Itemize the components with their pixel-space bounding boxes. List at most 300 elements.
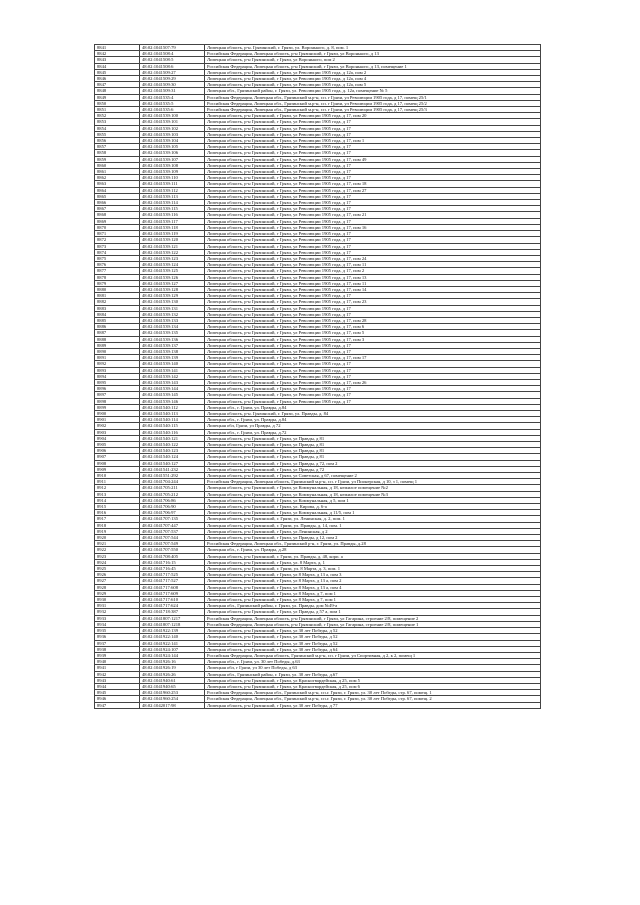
row-number-cell: 8873 [95, 243, 140, 249]
row-number-cell: 8868 [95, 212, 140, 218]
cadastral-number-cell: 48:02:1041551:292 [140, 473, 205, 479]
cadastral-number-cell: 48:02:1041707:549 [140, 541, 205, 547]
row-number-cell: 8895 [95, 379, 140, 385]
address-cell: Липецкая область, р-н Грязинский, г Грязи, ул Правды, д 81 [205, 442, 541, 448]
address-cell: Липецкая область, р-н Грязинский, г Грязи, ул Правды, д 12, пом 2 [205, 535, 541, 541]
cadastral-number-cell: 48:02:1041539:109 [140, 169, 205, 175]
address-cell: Липецкая область, р-н Грязинский, г Грязи, ул Революции 1905 года, д 17, пом 26 [205, 379, 541, 385]
row-number-cell: 8918 [95, 522, 140, 528]
row-number-cell: 8847 [95, 82, 140, 88]
row-number-cell: 8851 [95, 107, 140, 113]
cadastral-number-cell: 48:02:1041539:130 [140, 299, 205, 305]
address-cell: Липецкая область, р-н Грязинский, г Грязи, ул. 8 Марта, д. 1 [205, 559, 541, 565]
row-number-cell: 8890 [95, 348, 140, 354]
row-number-cell: 8881 [95, 293, 140, 299]
row-number-cell: 8886 [95, 324, 140, 330]
cadastral-number-cell: 48:02:1041707:544 [140, 535, 205, 541]
address-cell: Липецкая область, р-н Грязинский, г Грязи, ул Революции 1905 года, д 17 [205, 373, 541, 379]
cadastral-number-cell: 48:02:1041535:6 [140, 107, 205, 113]
cadastral-number-cell: 48:02:1041717:608 [140, 584, 205, 590]
row-number-cell: 8904 [95, 435, 140, 441]
cadastral-number-cell: 48:02:1041539:146 [140, 398, 205, 404]
row-number-cell: 8914 [95, 497, 140, 503]
row-number-cell: 8920 [95, 535, 140, 541]
cadastral-number-cell: 48:02:1041539:118 [140, 224, 205, 230]
cadastral-number-cell: 48:02:1041539:140 [140, 361, 205, 367]
cadastral-number-cell: 48:02:1041706:97 [140, 510, 205, 516]
row-number-cell: 8862 [95, 175, 140, 181]
address-cell: Липецкая область, р-н Грязинский, г Грязи, ул Революции 1905 года, д 17, пом 17 [205, 355, 541, 361]
address-cell: Липецкая обл., г. Грязи, ул. Правды, д.84 [205, 404, 541, 410]
address-cell: Липецкая область, р-н Грязинский, г Грязи, ул Коммунальная, д 5, пом 1 [205, 497, 541, 503]
row-number-cell: 8899 [95, 404, 140, 410]
row-number-cell: 8901 [95, 417, 140, 423]
row-number-cell: 8875 [95, 255, 140, 261]
row-number-cell: 8927 [95, 578, 140, 584]
row-number-cell: 8859 [95, 156, 140, 162]
cadastral-number-cell: 48:02:1041539:121 [140, 243, 205, 249]
table-row [95, 702, 541, 708]
row-number-cell: 8932 [95, 609, 140, 615]
cadastral-number-cell: 48:02:1041718:387 [140, 609, 205, 615]
cadastral-number-cell: 48:02:1041539:100 [140, 113, 205, 119]
address-cell: Российская Федерация, Липецкая область, р-н Грязинский, г Грязи, ул Гагарина, строение 2/8, помещение 2 [205, 615, 541, 621]
address-cell: Липецкая область, р-н Грязинский, г Грязи, ул Революции 1905 года, д 17 [205, 361, 541, 367]
row-number-cell: 8863 [95, 181, 140, 187]
row-number-cell: 8864 [95, 187, 140, 193]
row-number-cell: 8893 [95, 367, 140, 373]
row-number-cell: 8876 [95, 262, 140, 268]
cadastral-number-cell: 48:02:1041509:29 [140, 76, 205, 82]
address-cell: Липецкая область, р-н Грязинский, г Грязи, ул Революции 1905 года, д 17 [205, 200, 541, 206]
cadastral-number-cell: 48:02:1041539:133 [140, 317, 205, 323]
row-number-cell: 8923 [95, 553, 140, 559]
address-cell: Липецкая область, р-н Грязинский, г Грязи, ул Революции 1905 года, д 17 [205, 243, 541, 249]
cadastral-number-cell: 48:02:1041540:113 [140, 410, 205, 416]
cadastral-number-cell: 48:02:1041508:5 [140, 57, 205, 63]
address-cell: Липецкая область, р-н Грязинский, г Грязи, ул Революции 1905 года, д 17, пом 1 [205, 138, 541, 144]
cadastral-number-cell: 48:02:1041716:15 [140, 559, 205, 565]
cadastral-number-cell: 48:02:1041539:103 [140, 131, 205, 137]
row-number-cell: 8846 [95, 76, 140, 82]
address-cell: Липецкая область, р-н Грязинский, г Грязи, ул Революции 1905 года, д 17 [205, 367, 541, 373]
cadastral-number-cell: 48:02:1041706:90 [140, 504, 205, 510]
cadastral-number-cell: 48:02:1041807:1217 [140, 615, 205, 621]
cadastral-number-cell: 48:02:1041539:125 [140, 268, 205, 274]
row-number-cell: 8860 [95, 162, 140, 168]
row-number-cell: 8884 [95, 311, 140, 317]
address-cell: Липецкая обл., г. Грязи, ул. Правды, д.72 [205, 429, 541, 435]
address-cell: Липецкая область, р-н Грязинский, г Грязи, ул Революции 1905 года, д 17 [205, 311, 541, 317]
address-cell: Липецкая область, р-н Грязинский, г Грязи, ул Революции 1905 года, д 17 [205, 386, 541, 392]
cadastral-number-cell: 48:02:1041706:86 [140, 497, 205, 503]
address-cell: Липецкая область, р-н Грязинский, г Грязи, ул 30 лет Победы, д 77 [205, 702, 541, 708]
address-cell: Липецкая область, р-н Грязинский, г Грязи, ул Коммунальная, д 18, нежилое помещение №2 [205, 485, 541, 491]
cadastral-number-cell: 48:02:1041539:138 [140, 348, 205, 354]
row-number-cell: 8883 [95, 305, 140, 311]
row-number-cell: 8855 [95, 131, 140, 137]
address-cell: Липецкая область, р-н Грязинский, г Грязи, ул Советская, д 67, помещение 2 [205, 473, 541, 479]
cadastral-number-cell: 48:02:1041539:124 [140, 262, 205, 268]
row-number-cell: 8850 [95, 100, 140, 106]
address-cell: Липецкая область, р-н Грязинский, г Грязи, ул Революции 1905 года, д 17 [205, 398, 541, 404]
cadastral-number-cell: 48:02:1041707:135 [140, 516, 205, 522]
cadastral-number-cell: 48:02:1041539:135 [140, 330, 205, 336]
address-cell: Липецкая область, р-н. Грязинский, г. Грязи, ул. Правды, д. 84 [205, 410, 541, 416]
cadastral-number-cell: 48:02:1041539:134 [140, 324, 205, 330]
address-cell: Липецкая область, р-н Грязинский, г. Грязи, ул. Правды, д. 48, корп. а [205, 553, 541, 559]
row-number-cell: 8907 [95, 454, 140, 460]
cadastral-number-cell: 48:02:1041707:550 [140, 547, 205, 553]
row-number-cell: 8928 [95, 584, 140, 590]
cadastral-number-cell: 48:02:1041539:117 [140, 218, 205, 224]
row-number-cell: 8925 [95, 566, 140, 572]
address-cell: Липецкая область, р-н Грязинский, г Грязи, ул 30 лет Победы, д 64 [205, 646, 541, 652]
row-number-cell: 8871 [95, 231, 140, 237]
cadastral-number-cell: 48:02:1041508:4 [140, 51, 205, 57]
cadastral-number-cell: 48:02:1041539:129 [140, 293, 205, 299]
row-number-cell: 8939 [95, 652, 140, 658]
address-cell: Российская Федерация, Липецкая область, р-н Грязинский, г Грязи, ул Воронького, д 13 [205, 51, 541, 57]
cadastral-number-cell: 48:02:1041540:112 [140, 404, 205, 410]
cadastral-number-cell: 48:02:1041508:6 [140, 63, 205, 69]
property-registry-table [94, 44, 541, 709]
address-cell: Липецкая область, р-н Грязинский, г Грязи, ул Революции 1905 года, д 17 [205, 162, 541, 168]
cadastral-number-cell: 48:02:1041924:107 [140, 646, 205, 652]
address-cell: Липецкая область, р-н Грязинский, г Грязи, ул Революции 1905 года, д 17, пом 18 [205, 181, 541, 187]
cadastral-number-cell: 48:02:1041922:139 [140, 628, 205, 634]
row-number-cell: 8912 [95, 485, 140, 491]
address-cell: Липецкая область, р-н Грязинский, г Грязи, ул Революции 1905 года, д 17 [205, 206, 541, 212]
cadastral-number-cell: 48:02:1041539:144 [140, 386, 205, 392]
cadastral-number-cell: 48:02:1041922:141 [140, 640, 205, 646]
cadastral-number-cell: 48:02:1041539:142 [140, 373, 205, 379]
cadastral-number-cell: 48:02:1041717:525 [140, 572, 205, 578]
table-body [95, 45, 541, 709]
cadastral-number-cell: 48:02:1041539:143 [140, 379, 205, 385]
address-cell: Липецкая обл., Грязинский район, г. Грязи, ул. 30 лет Победы, д.67 [205, 671, 541, 677]
address-cell: Липецкая область, р-н Грязинский, г Грязи, ул 30 лет Победы, д 52 [205, 628, 541, 634]
address-cell: Липецкая область, р-н Грязинский, г Грязи, ул Революции 1905 года, д 17, пом 28 [205, 317, 541, 323]
row-number-cell: 8870 [95, 224, 140, 230]
cadastral-number-cell: 48:02:1041539:105 [140, 144, 205, 150]
cadastral-number-cell: 48:02:1041539:112 [140, 187, 205, 193]
row-number-cell: 8903 [95, 429, 140, 435]
address-cell: Липецкая область, р-н Грязинский, г Грязи, ул Революции 1905 года, д 17 [205, 293, 541, 299]
address-cell: Липецкая область, р-н Грязинский, г Грязи, ул Революции 1905 года, д 17 [205, 175, 541, 181]
row-number-cell: 8902 [95, 423, 140, 429]
cadastral-number-cell: 48:02:1041707:447 [140, 522, 205, 528]
address-cell: Липецкая область, р-н Грязинский, г Грязи, ул 8 Марта, д 7, пом 1 [205, 597, 541, 603]
cadastral-number-cell: 48:02:1042017:98 [140, 702, 205, 708]
cadastral-number-cell: 48:02:1041539:132 [140, 311, 205, 317]
row-number-cell: 8877 [95, 268, 140, 274]
address-cell: Липецкая область, р-н. Грязинский, г. Грязи, ул. Воронького, д. 8, пом. 1 [205, 45, 541, 51]
address-cell: Российская Федерация, Липецкая область, р-н Грязинский, г Грязи, ул Гагарина, строение 2/8, помещение 1 [205, 621, 541, 627]
cadastral-number-cell: 48:02:1041539:123 [140, 255, 205, 261]
row-number-cell: 8858 [95, 150, 140, 156]
row-number-cell: 8933 [95, 615, 140, 621]
row-number-cell: 8845 [95, 69, 140, 75]
cadastral-number-cell: 48:02:1041717:609 [140, 590, 205, 596]
row-number-cell: 8885 [95, 317, 140, 323]
row-number-cell: 8856 [95, 138, 140, 144]
cadastral-number-cell: 48:02:1041539:120 [140, 237, 205, 243]
address-cell: Липецкая область, р-н Грязинский, г Грязи, ул Революции 1905 года, д 17 [205, 218, 541, 224]
row-number-cell: 8888 [95, 336, 140, 342]
cadastral-number-cell: 48:02:1041507:79 [140, 45, 205, 51]
row-number-cell: 8865 [95, 193, 140, 199]
row-number-cell: 8908 [95, 460, 140, 466]
row-number-cell: 8853 [95, 119, 140, 125]
row-number-cell: 8906 [95, 448, 140, 454]
cadastral-number-cell: 48:02:1041705:212 [140, 491, 205, 497]
address-cell: Липецкая область, р-н Грязинский, г Грязи, ул Революции 1905 года, д 17, пом 11 [205, 280, 541, 286]
row-number-cell: 8936 [95, 634, 140, 640]
address-cell: Липецкая обл, Грязи, ул Правды, д 72 [205, 423, 541, 429]
cadastral-number-cell: 48:02:1041940:61 [140, 677, 205, 683]
cadastral-number-cell: 48:02:1041539:141 [140, 367, 205, 373]
row-number-cell: 8882 [95, 299, 140, 305]
row-number-cell: 8938 [95, 646, 140, 652]
address-cell: Липецкая область, р-н Грязинский, г Грязи, ул Революции 1905 года, д 17, пом 16 [205, 224, 541, 230]
cadastral-number-cell: 48:02:1041509:31 [140, 88, 205, 94]
address-cell: Липецкая область, р-н Грязинский, г Грязи, ул Революции 1905 года, д 17, пом 11 [205, 262, 541, 268]
row-number-cell: 8889 [95, 342, 140, 348]
row-number-cell: 8849 [95, 94, 140, 100]
cadastral-number-cell: 48:02:1041539:113 [140, 193, 205, 199]
row-number-cell: 8867 [95, 206, 140, 212]
address-cell: Липецкая область, р-н Грязинский, г Грязи, ул Революции 1905 года, д 12а, пом 4 [205, 76, 541, 82]
cadastral-number-cell: 48:02:1041539:114 [140, 200, 205, 206]
row-number-cell: 8945 [95, 690, 140, 696]
address-cell: Липецкая область, р-н Грязинский, г Грязи, ул 8 Марта, д 13 а, пом 4 [205, 584, 541, 590]
address-cell: Российская Федерация, Липецкая обл., Грязинский м.р-н, г.п. г Грязи, ул Революции 1905 года, д 17, помещ 25/1 [205, 94, 541, 100]
cadastral-number-cell: 48:02:1041539:115 [140, 206, 205, 212]
row-number-cell: 8940 [95, 659, 140, 665]
cadastral-number-cell: 48:02:1041539:111 [140, 181, 205, 187]
cadastral-number-cell: 48:02:1041539:127 [140, 280, 205, 286]
row-number-cell: 8844 [95, 63, 140, 69]
cadastral-number-cell: 48:02:1041539:131 [140, 305, 205, 311]
row-number-cell: 8866 [95, 200, 140, 206]
row-number-cell: 8937 [95, 640, 140, 646]
row-number-cell: 8909 [95, 466, 140, 472]
cadastral-number-cell: 48:02:1041539:126 [140, 274, 205, 280]
address-cell: Липецкая обл., Грязинский район, г. Грязи, ул. Правды, дом №49-а [205, 603, 541, 609]
row-number-cell: 8913 [95, 491, 140, 497]
row-number-cell: 8905 [95, 442, 140, 448]
cadastral-number-cell: 48:02:1041926:19 [140, 665, 205, 671]
row-number-cell: 8947 [95, 702, 140, 708]
address-cell: Липецкая область, р-н Грязинский, г Грязи, ул Революции 1905 года, д 12а, пом 2 [205, 69, 541, 75]
address-cell: Липецкая область, р-н Грязинский, г Грязи, ул 8 Марта, д 7, пом 1 [205, 590, 541, 596]
address-cell: Липецкая область, р-н Грязинский, г. Грязи, ул. 8 Марта, д. 3, пом. 1 [205, 566, 541, 572]
address-cell: Липецкая область, р-н Грязинский, г Грязи, ул Революции 1905 года, д 17 [205, 249, 541, 255]
cadastral-number-cell: 48:02:1041540:115 [140, 423, 205, 429]
cadastral-number-cell: 48:02:1041539:145 [140, 392, 205, 398]
row-number-cell: 8891 [95, 355, 140, 361]
cadastral-number-cell: 48:02:1041509:30 [140, 82, 205, 88]
row-number-cell: 8880 [95, 286, 140, 292]
cadastral-number-cell: 48:02:1041707:537 [140, 528, 205, 534]
address-cell: Липецкая область, р-н Грязинский, г Грязи, ул Революции 1905 года, д 17, пом 23 [205, 299, 541, 305]
row-number-cell: 8943 [95, 677, 140, 683]
cadastral-number-cell: 48:02:1041708:405 [140, 553, 205, 559]
row-number-cell: 8942 [95, 671, 140, 677]
address-cell: Липецкая область, р-н Грязинский, г Грязи, ул Правды, д 81 [205, 435, 541, 441]
address-cell: Российская Федерация, Липецкая обл., Грязинский р-н, г. Грязи, ул. Правды, д.28 [205, 541, 541, 547]
address-cell: Липецкая область, р-н Грязинский, г Грязи, ул Революции 1905 года, д 17 [205, 193, 541, 199]
address-cell: Липецкая область, р-н Грязинский, г Грязи, ул Красногвардейская, д 25, пом 5 [205, 677, 541, 683]
address-cell: Липецкая область, р-н Грязинский, г Грязи, ул Революции 1905 года, д 17 [205, 169, 541, 175]
row-number-cell: 8872 [95, 237, 140, 243]
cadastral-number-cell: 48:02:1041705:211 [140, 485, 205, 491]
address-cell: Российская Федерация, Липецкая область, Грязинский м.р-н, г.п. г Грязи, ул Пионерская, д 10, з 1, помещ 1 [205, 479, 541, 485]
row-number-cell: 8924 [95, 559, 140, 565]
row-number-cell: 8842 [95, 51, 140, 57]
address-cell: Липецкая область, р-н Грязинский, г Грязи, ул Революции 1905 года, д 17 [205, 119, 541, 125]
address-cell: Липецкая область, р-н Грязинский, г Грязи, ул Революции 1905 года, д 17 [205, 131, 541, 137]
row-number-cell: 8896 [95, 386, 140, 392]
row-number-cell: 8841 [95, 45, 140, 51]
cadastral-number-cell: 48:02:1041539:122 [140, 249, 205, 255]
row-number-cell: 8898 [95, 398, 140, 404]
row-number-cell: 8843 [95, 57, 140, 63]
row-number-cell: 8915 [95, 504, 140, 510]
cadastral-number-cell: 48:02:1041539:101 [140, 119, 205, 125]
address-cell: Липецкая область, р-н Грязинский, г Грязи, ул. Кирова, д. 6-а [205, 504, 541, 510]
address-cell: Липецкая область, р-н Грязинский, г Грязи, ул Правды, д 72 [205, 466, 541, 472]
address-cell: Липецкая область, р-н Грязинский, г Грязи, ул 8 Марта, д 13 а, пом 2 [205, 578, 541, 584]
row-number-cell: 8869 [95, 218, 140, 224]
cadastral-number-cell: 48:02:1041541:232 [140, 466, 205, 472]
cadastral-number-cell: 48:02:1041540:127 [140, 460, 205, 466]
address-cell: Липецкая область, р-н Грязинский, г Грязи, ул 30 лет Победы, д 52 [205, 634, 541, 640]
row-number-cell: 8926 [95, 572, 140, 578]
row-number-cell: 8946 [95, 696, 140, 702]
row-number-cell: 8879 [95, 280, 140, 286]
cadastral-number-cell: 48:02:1041539:104 [140, 138, 205, 144]
row-number-cell: 8897 [95, 392, 140, 398]
cadastral-number-cell: 48:02:1041926:26 [140, 671, 205, 677]
address-cell: Липецкая область, р-н Грязинский, г Грязи, ул Революции 1905 года, д 17, пом 3 [205, 336, 541, 342]
row-number-cell: 8916 [95, 510, 140, 516]
cadastral-number-cell: 48:02:1041539:128 [140, 286, 205, 292]
cadastral-number-cell: 48:02:1041940:65 [140, 683, 205, 689]
address-cell: Липецкая область, р-н Грязинский, г. Грязи, ул. Правды, д. 14, пом. 1 [205, 522, 541, 528]
address-cell: Липецкая область, р-н Грязинский, г Грязи, ул 8 Марта, д 13 а, пом 3 [205, 572, 541, 578]
address-cell: Липецкая область, р-н Грязинский, г. Грязи, ул. Ленинская, д. 2, пом. 1 [205, 516, 541, 522]
cadastral-number-cell: 48:02:1041960:253 [140, 690, 205, 696]
row-number-cell: 8944 [95, 683, 140, 689]
cadastral-number-cell: 48:02:1041540:116 [140, 429, 205, 435]
address-cell: Российская Федерация, Липецкая обл., Грязинский м.р-н, г.п.г. Грязи, г. Грязи, ул. 30 лет Победы, стр. 67, помещ. 1 [205, 690, 541, 696]
row-number-cell: 8919 [95, 528, 140, 534]
row-number-cell: 8852 [95, 113, 140, 119]
row-number-cell: 8917 [95, 516, 140, 522]
cadastral-number-cell: 48:02:1041807:1218 [140, 621, 205, 627]
row-number-cell: 8887 [95, 330, 140, 336]
cadastral-number-cell: 48:02:1041926:16 [140, 659, 205, 665]
address-cell: Российская Федерация, Липецкая обл., Грязинский м.р-н, г.п. г Грязи, ул Революции 1905 года, д 17, помещ 25/2 [205, 100, 541, 106]
address-cell: Липецкая область, р-н Грязинский, г Грязи, ул Революции 1905 года, д 17 [205, 231, 541, 237]
address-cell: Липецкая область, р-н Грязинский, г Грязи, ул 30 лет Победы, д 52 [205, 640, 541, 646]
address-cell: Липецкая область, р-н Грязинский, г Грязи, ул Правды, д 57 а, пом 1 [205, 609, 541, 615]
address-cell: Российская Федерация, Липецкая обл., Грязинский м.р-н, г.п.г. Грязи, г. Грязи, ул. 30 лет Победы, стр. 67, помещ. 2 [205, 696, 541, 702]
row-number-cell: 8910 [95, 473, 140, 479]
cadastral-number-cell: 48:02:1041535:4 [140, 94, 205, 100]
address-cell: Липецкая область, р-н Грязинский, г Грязи, ул Красногвардейская, д 25, пом 6 [205, 683, 541, 689]
address-cell: Липецкая область, р-н Грязинский, г Грязи, ул Революции 1905 года, д 17 [205, 237, 541, 243]
row-number-cell: 8935 [95, 628, 140, 634]
cadastral-number-cell: 48:02:1041540:122 [140, 442, 205, 448]
address-cell: Российская Федерация, Липецкая обл., Грязинский м.р-н, г.п. г Грязи, ул Революции 1905 года, д 17, помещ 25/3 [205, 107, 541, 113]
address-cell: Российская Федерация, Липецкая область, Грязинский м.р-н, г.п. г Грязи, ул Спортивная, д 2, к 2, помещ 1 [205, 652, 541, 658]
address-cell: Липецкая область, р-н Грязинский, г Грязи, ул Революции 1905 года, д 17 [205, 342, 541, 348]
address-cell: Липецкая обл., г. Грязи, ул. Правды, д.84 [205, 417, 541, 423]
address-cell: Липецкая область, р-н Грязинский, г Грязи, ул Революции 1905 года, д 17, пом 5 [205, 330, 541, 336]
row-number-cell: 8861 [95, 169, 140, 175]
cadastral-number-cell: 48:02:1041924:144 [140, 652, 205, 658]
cadastral-number-cell: 48:02:1041539:102 [140, 125, 205, 131]
cadastral-number-cell: 48:02:1041539:107 [140, 156, 205, 162]
address-cell: Российская Федерация, Липецкая область, р-н Грязинский, г Грязи, ул Воронького, д 13, помещение 1 [205, 63, 541, 69]
row-number-cell: 8931 [95, 603, 140, 609]
address-cell: Липецкая область, р-н Грязинский, г Грязи, ул Революции 1905 года, д 12а, пом 5 [205, 82, 541, 88]
row-number-cell: 8922 [95, 547, 140, 553]
address-cell: Липецкая область, р-н Грязинский, г Грязи, ул Революции 1905 года, д 17 [205, 125, 541, 131]
cadastral-number-cell: 48:02:1041539:119 [140, 231, 205, 237]
address-cell: Липецкая область, р-н Грязинский, г Грязи, ул Коммунальная, д 11/5, пом 1 [205, 510, 541, 516]
cadastral-number-cell: 48:02:1041539:137 [140, 342, 205, 348]
row-number-cell: 8941 [95, 665, 140, 671]
cadastral-number-cell: 48:02:1041717:527 [140, 578, 205, 584]
row-number-cell: 8848 [95, 88, 140, 94]
address-cell: Липецкая область, р-н Грязинский, г Грязи, ул Революции 1905 года, д 17, пом 13 [205, 274, 541, 280]
address-cell: Липецкая область, р-н Грязинский, г Грязи, ул Революции 1905 года, д 17, пом 27 [205, 187, 541, 193]
row-number-cell: 8878 [95, 274, 140, 280]
address-cell: Липецкая обл., Грязинский район, г. Грязи, ул. Революции 1905 года, д. 12а, помещение № 5 [205, 88, 541, 94]
address-cell: Липецкая область, р-н Грязинский, г Грязи, ул Революции 1905 года, д 17 [205, 150, 541, 156]
cadastral-number-cell: 48:02:1041716:45 [140, 566, 205, 572]
address-cell: Липецкая область, р-н Грязинский, г Грязи, ул Революции 1905 года, д 17, пом 2 [205, 268, 541, 274]
address-cell: Липецкая область, р-н Грязинский, г Грязи, ул Революции 1905 года, д 17 [205, 144, 541, 150]
cadastral-number-cell: 48:02:1041539:110 [140, 175, 205, 181]
cadastral-number-cell: 48:02:1041960:254 [140, 696, 205, 702]
row-number-cell: 8934 [95, 621, 140, 627]
row-number-cell: 8857 [95, 144, 140, 150]
address-cell: Липецкая область, р-н Грязинский, г Грязи, ул Революции 1905 года, д 17, пом 20 [205, 113, 541, 119]
address-cell: Липецкая область, р-н Грязинский, г Грязи, ул Революции 1905 года, д 17, пом 49 [205, 156, 541, 162]
cadastral-number-cell: 48:02:1041539:108 [140, 162, 205, 168]
row-number-cell: 8874 [95, 249, 140, 255]
address-cell: Липецкая область, р-н Грязинский, г Грязи, ул Правды, д 81 [205, 448, 541, 454]
cadastral-number-cell: 48:02:1041922:140 [140, 634, 205, 640]
address-cell: Липецкая область, р-н Грязинский, г Грязи, ул Революции 1905 года, д 17 [205, 305, 541, 311]
address-cell: Липецкая область, р-н Грязинский, г Грязи, ул Революции 1905 года, д 17 [205, 392, 541, 398]
address-cell: Липецкая область, р-н Грязинский, г Грязи, ул Революции 1905 года, д 17, пом 24 [205, 255, 541, 261]
cadastral-number-cell: 48:02:1041539:106 [140, 150, 205, 156]
cadastral-number-cell: 48:02:1041717:610 [140, 597, 205, 603]
row-number-cell: 8930 [95, 597, 140, 603]
cadastral-number-cell: 48:02:1041540:124 [140, 454, 205, 460]
address-cell: Липецкая обл, г Грязи, ул 30 лет Победы, д 63 [205, 665, 541, 671]
cadastral-number-cell: 48:02:1041509:27 [140, 69, 205, 75]
address-cell: Липецкая обл., г. Грязи, ул. Правды, д.28 [205, 547, 541, 553]
address-cell: Липецкая область, р-н Грязинский, г Грязи, ул Коммунальная, д 18, нежилое помещение №3 [205, 491, 541, 497]
row-number-cell: 8900 [95, 410, 140, 416]
